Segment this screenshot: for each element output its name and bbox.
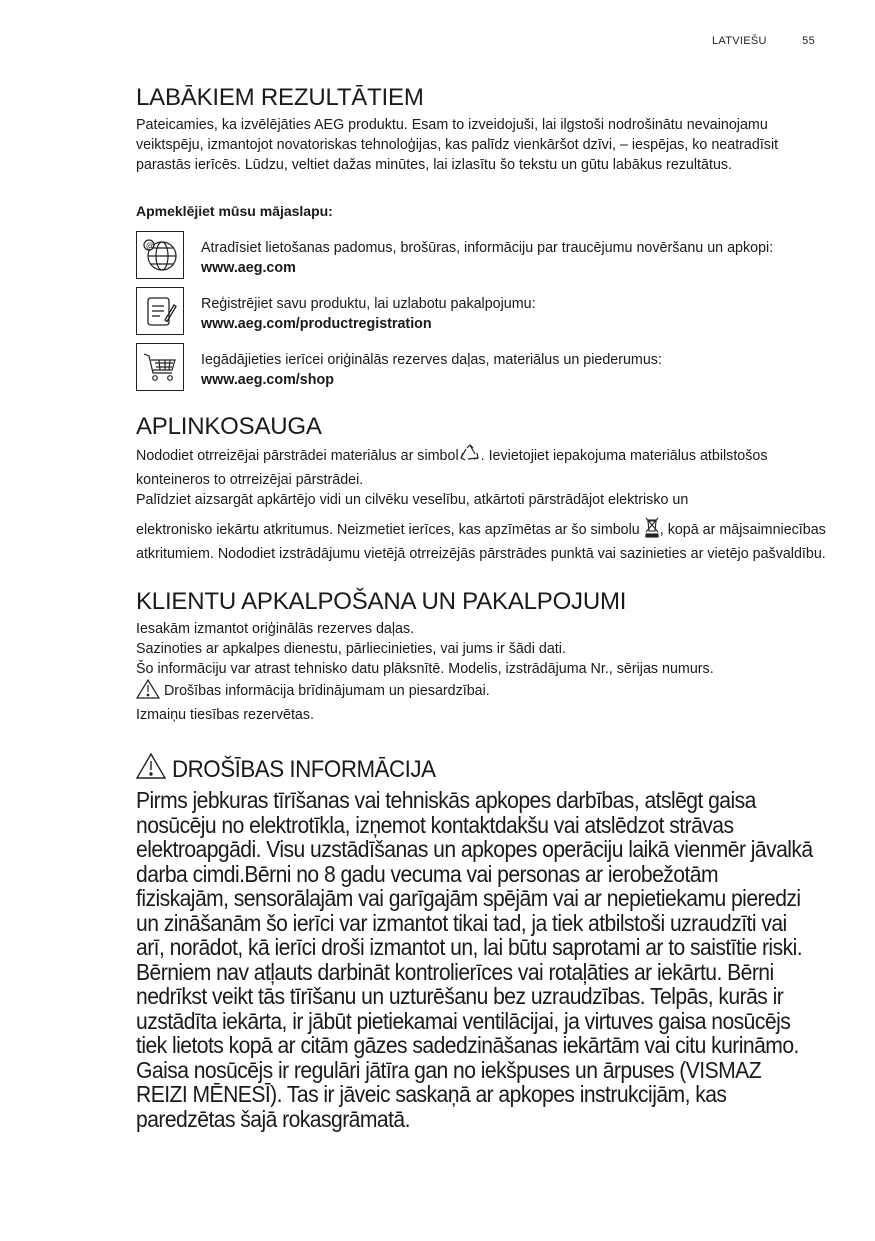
safety-section bbox=[136, 753, 826, 1131]
environment-line3-start: elektronisko iekārtu atkritumus. Neizmetiet ierīces, kas apzīmētas ar šo simbolu bbox=[136, 522, 640, 538]
environment-paragraph-3 bbox=[136, 516, 826, 564]
customer-line-1: Iesakām izmantot oriģinālās rezerves daļas. bbox=[136, 621, 415, 637]
link-shop-url[interactable]: www.aeg.com/shop bbox=[201, 372, 334, 388]
header-language: LATVIEŠU bbox=[712, 35, 767, 47]
customer-line-5: Izmaiņu tiesības rezervētas. bbox=[136, 707, 314, 723]
page-content bbox=[136, 84, 826, 1131]
safety-body: Pirms jebkuras tīrīšanas vai tehniskās apkopes darbības, atslēgt gaisa nosūcēju no elektrotīkla, izņemot kontaktdakšu vai atslēdzot strāvas elektroapgādi. Visu uzstādīšanas un apkopes operāciju laikā vienmēr jāvalkā darba cimdi.Bērni no 8 gadu vecuma vai personas ar ierobežotām fiziskajām, sensorālajām vai garīgajām spējām vai ar nepietiekamu pieredzi un zināšanām šo ierīci var izmantot tikai tad, ja tiek atbilstoši uzraudzīti vai arī, norādot, kā ierīci droši izmantot un, lai būtu saprotami ar to saistītie riski. Bērniem nav atļauts darbināt kontrolierīces vai rotaļāties ar iekārtu. Bērni nedrīkst veikt tās tīrīšanu un uzturēšanu bez uzraudzības. Telpās, kurās ir uzstādīta iekārta, ir jābūt pietiekamai ventilācijai, ja virtuves gaisa nosūcējs tiek lietots kopā ar citām gāzes sadedzināšanas iekārtām vai citu kurināmo. Gaisa nosūcējs ir regulāri jātīra gan no iekšpuses un ārpuses (VISMAZ REIZI MĒNESĪ). Tas ir jāveic saskaņā ar apkopes instrukcijām, kas paredzētas šajā rokasgrāmatā. bbox=[136, 787, 813, 1132]
customer-service-title: KLIENTU APKALPOŠANA UN PAKALPOJUMI bbox=[136, 588, 627, 615]
environment-paragraph-1 bbox=[136, 444, 826, 490]
link-shop-text: Iegādājieties ierīcei oriģinālās rezerves daļas, materiālus un piederumus: bbox=[201, 352, 662, 368]
environment-line1-start: Nododiet otrreizējai pārstrādei materiālus ar simbol bbox=[136, 448, 459, 464]
environment-line1-end: . Ievietojiet iepakojuma materiālus atbilstošos konteineros to otrreizējai pārstrādei. bbox=[136, 448, 768, 488]
customer-line-2: Sazinoties ar apkalpes dienestu, pārliecinieties, vai jums ir šādi dati. bbox=[136, 641, 566, 657]
page-header bbox=[712, 35, 815, 47]
registration-icon bbox=[136, 287, 184, 335]
crossed-bin-icon bbox=[644, 516, 660, 544]
safety-title-row bbox=[136, 753, 826, 786]
customer-line-4 bbox=[136, 679, 826, 705]
environment-title: APLINKOSAUGA bbox=[136, 413, 322, 440]
link-support-url[interactable]: www.aeg.com bbox=[201, 260, 296, 276]
customer-service-section bbox=[136, 588, 826, 725]
warning-icon bbox=[136, 753, 166, 786]
recycle-icon bbox=[459, 444, 481, 470]
intro-title: LABĀKIEM REZULTĀTIEM bbox=[136, 84, 424, 111]
link-row-registration bbox=[136, 287, 826, 335]
environment-paragraph-2: Palīdziet aizsargāt apkārtējo vidi un cilvēku veselību, atkārtoti pārstrādājot elektrisko un bbox=[136, 492, 689, 508]
link-registration-text: Reģistrējiet savu produktu, lai uzlabotu pakalpojumu: bbox=[201, 296, 536, 312]
globe-icon bbox=[136, 231, 184, 279]
link-row-support bbox=[136, 231, 826, 279]
customer-line-3: Šo informāciju var atrast tehnisko datu plāksnītē. Modelis, izstrādājuma Nr., sērijas numurs. bbox=[136, 661, 714, 677]
visit-website-title: Apmeklējiet mūsu mājaslapu: bbox=[136, 203, 333, 219]
shopping-cart-icon bbox=[136, 343, 184, 391]
safety-title: DROŠĪBAS INFORMĀCIJA bbox=[172, 755, 436, 783]
intro-body: Pateicamies, ka izvēlējāties AEG produktu. Esam to izveidojuši, lai ilgstoši nodrošinātu nevainojamu veiktspēju, izmantojot novatoriskas tehnoloģijas, kas palīdz vienkāršot dzīvi, – iespējas, ko neatradīsit parastās ierīcēs. Lūdzu, veltiet dažas minūtes, lai izlasītu šo tekstu un gūtu labākus rezultātus. bbox=[136, 117, 779, 173]
page-number: 55 bbox=[802, 35, 815, 47]
environment-line3-end: , kopā ar mājsaimniecības atkritumiem. Nododiet izstrādājumu vietējā otrreizējās pārstrādes punktā vai sazinieties ar vietējo pašvaldību. bbox=[136, 522, 826, 562]
link-registration-url[interactable]: www.aeg.com/productregistration bbox=[201, 316, 432, 332]
warning-icon bbox=[136, 679, 160, 705]
link-row-shop bbox=[136, 343, 826, 391]
customer-safety-note: Drošības informācija brīdinājumam un piesardzībai. bbox=[163, 683, 490, 699]
svg-text:@: @ bbox=[146, 241, 154, 250]
environment-section bbox=[136, 413, 826, 564]
intro-section bbox=[136, 84, 826, 391]
link-support-text: Atradīsiet lietošanas padomus, brošūras, informāciju par traucējumu novēršanu un apkopi: bbox=[201, 240, 774, 256]
